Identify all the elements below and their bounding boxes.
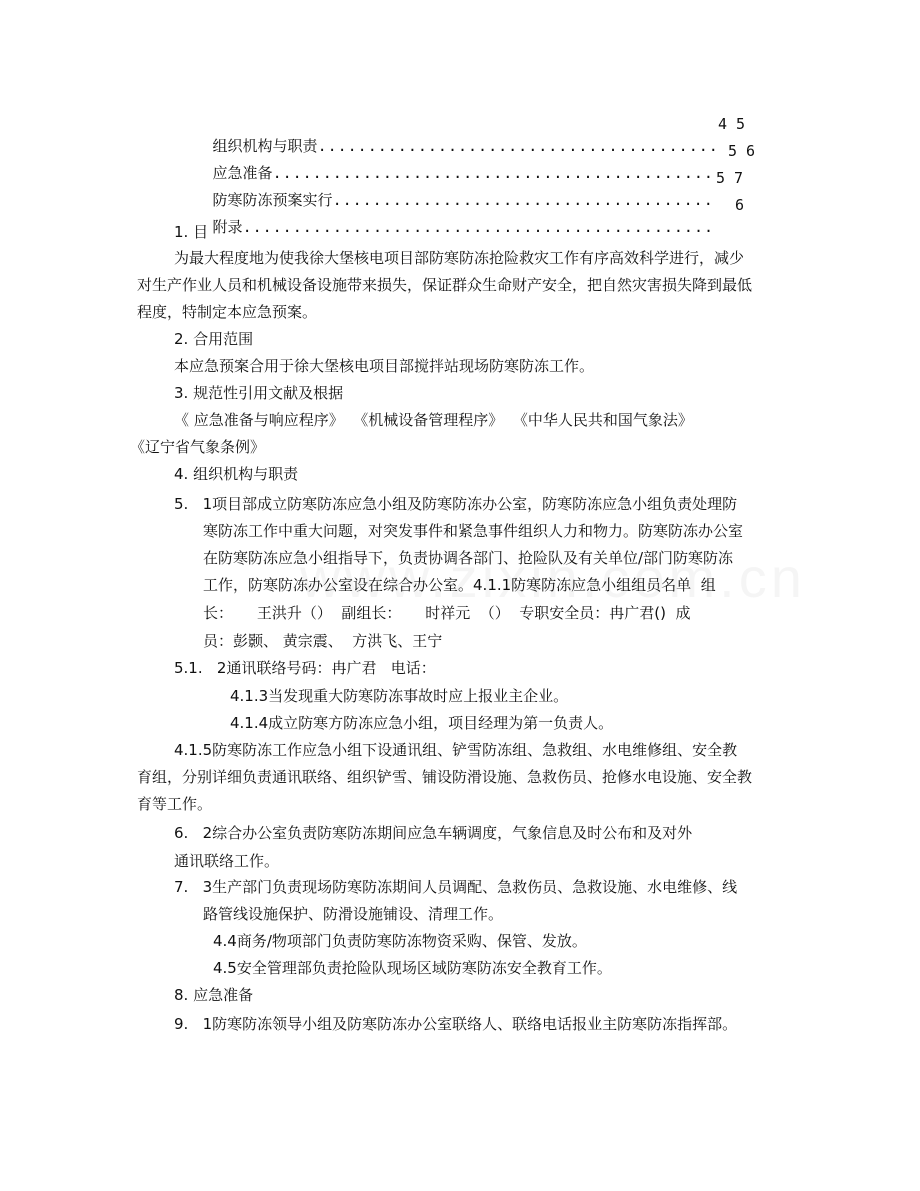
toc-title: 附录 <box>212 218 243 236</box>
paragraph-line: 5.1. 2通讯联络号码：冉广君 电话： <box>174 659 436 677</box>
toc-dots: ............................................ <box>272 164 714 182</box>
section-heading: 1. 目 <box>174 223 209 241</box>
toc-dots: ........................................ <box>317 137 719 155</box>
paragraph-line: 4.5安全管理部负责抢险队现场区域防寒防冻安全教育工作。 <box>213 959 612 977</box>
paragraph-line: 育组，分别详细负责通讯联络、组织铲雪、铺设防滑设施、急救伤员、抢修水电设施、安全教 <box>137 768 753 786</box>
paragraph-line: 寒防冻工作中重大问题，对突发事件和紧急事件组织人力和物力。防寒防冻办公室 <box>203 522 744 540</box>
paragraph-line: 5. 1项目部成立防寒防冻应急小组及防寒防冻办公室，防寒防冻应急小组负责处理防 <box>174 495 738 513</box>
reference-list: 《 应急准备与响应程序》 《机械设备管理程序》 《中华人民共和国气象法》 <box>174 411 693 429</box>
paragraph-line: 为最大程度地为使我徐大堡核电项目部防寒防冻抢险救灾工作有序高效科学进行，减少 <box>174 249 745 267</box>
paragraph-line: 本应急预案合用于徐大堡核电项目部搅拌站现场防寒防冻工作。 <box>174 357 595 375</box>
paragraph-line: 程度，特制定本应急预案。 <box>137 303 318 321</box>
section-heading: 4. 组织机构与职责 <box>174 465 299 483</box>
toc-page: 5 6 <box>728 142 756 160</box>
section-heading: 3. 规范性引用文献及根据 <box>174 384 344 402</box>
section-heading: 8. 应急准备 <box>174 986 254 1004</box>
toc-page: 6 <box>735 196 745 214</box>
paragraph-line: 4.4商务/物项部门负责防寒防冻物资采购、保管、发放。 <box>213 932 587 950</box>
paragraph-line: 员：彭颢、 黄宗震、 方洪飞、王宁 <box>203 632 443 650</box>
reference-list: 《辽宁省气象条例》 <box>130 438 266 456</box>
paragraph-line: 4.1.4成立防寒方防冻应急小组，项目经理为第一负责人。 <box>230 714 614 732</box>
toc-title: 防寒防冻预案实行 <box>212 191 333 209</box>
toc-title: 应急准备 <box>212 164 273 182</box>
paragraph-line: 工作，防寒防冻办公室设在综合办公室。4.1.1防寒防冻应急小组组员名单 组 <box>203 576 716 594</box>
toc-page: 4 5 <box>718 115 746 133</box>
watermark <box>300 545 806 610</box>
paragraph-line: 长： 王洪升（） 副组长： 时祥元 （） 专职安全员：冉广君() 成 <box>203 604 691 622</box>
section-heading: 2. 合用范围 <box>174 330 254 348</box>
toc-dots: ............................................... <box>242 218 715 236</box>
paragraph-line: 7. 3生产部门负责现场防寒防冻期间人员调配、急救伤员、急救设施、水电维修、线 <box>174 878 738 896</box>
paragraph-line: 路管线设施保护、防滑设施铺设、清理工作。 <box>203 905 504 923</box>
paragraph-line: 通讯联络工作。 <box>174 852 280 870</box>
toc-page: 5 7 <box>716 169 744 187</box>
toc-title: 组织机构与职责 <box>212 137 318 155</box>
paragraph-line: 6. 2综合办公室负责防寒防冻期间应急车辆调度，气象信息及时公布和及对外 <box>174 824 693 842</box>
paragraph-line: 4.1.5防寒防冻工作应急小组下设通讯组、铲雪防冻组、急救组、水电维修组、安全教 <box>174 741 738 759</box>
paragraph-line: 育等工作。 <box>137 795 213 813</box>
paragraph-line: 对生产作业人员和机械设备设施带来损失，保证群众生命财产安全，把自然灾害损失降到最低 <box>137 276 753 294</box>
toc-dots: ...................................... <box>332 191 714 209</box>
paragraph-line: 4.1.3当发现重大防寒防冻事故时应上报业主企业。 <box>230 687 569 705</box>
paragraph-line: 9. 1防寒防冻领导小组及防寒防冻办公室联络人、联络电话报业主防寒防冻指挥部。 <box>174 1015 738 1033</box>
toc-entry <box>203 194 714 238</box>
paragraph-line: 在防寒防冻应急小组指导下，负责协调各部门、抢险队及有关单位/部门防寒防冻 <box>203 549 734 567</box>
